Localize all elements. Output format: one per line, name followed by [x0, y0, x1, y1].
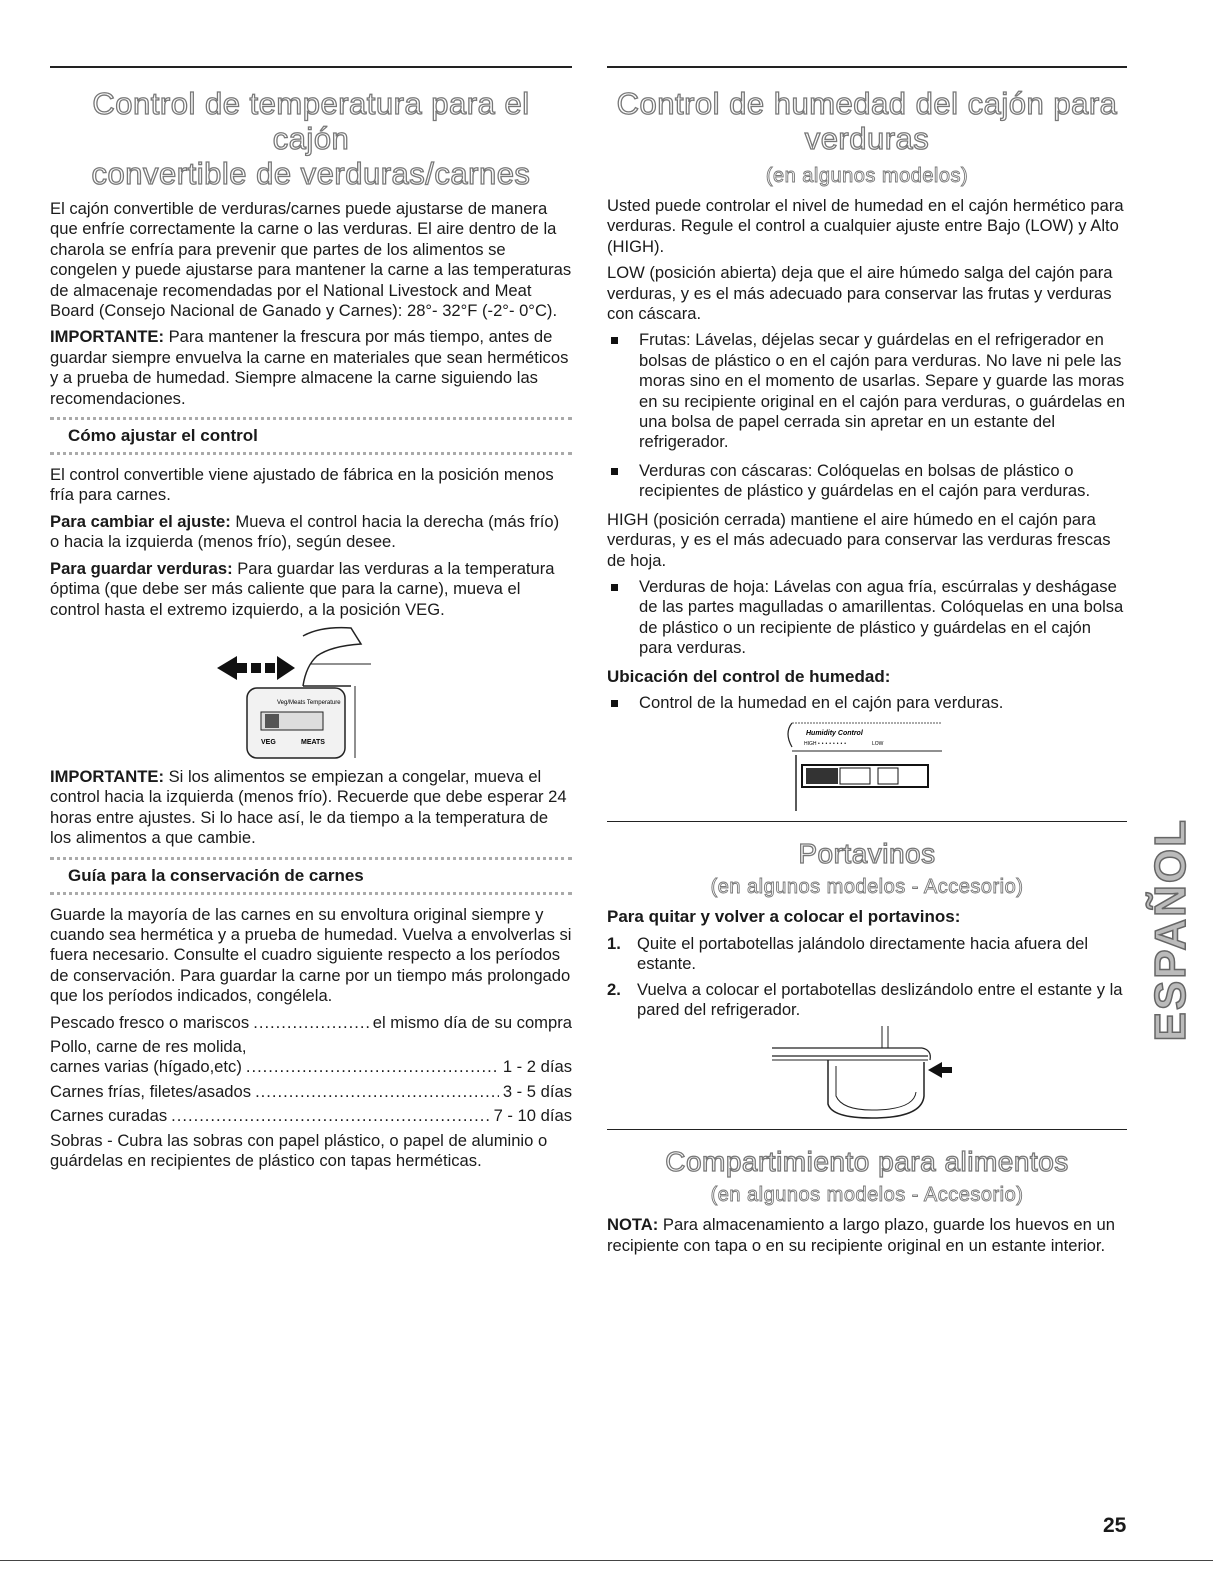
intro-paragraph: Usted puede controlar el nivel de humedad en el cajón hermético para verduras. Regule el control a cualquier ajuste entre Bajo (LOW) y Alto (HIGH).: [607, 196, 1124, 256]
note-text: Para almacenamiento a largo plazo, guarde los huevos en un recipiente con tapa o en su recipiente original en un estante interior.: [607, 1215, 1115, 1255]
note-label: NOTA:: [607, 1215, 659, 1235]
heading-line: Control de temperatura para el cajón: [92, 86, 530, 156]
storage-label: carnes varias (hígado,etc): [50, 1057, 242, 1077]
step-number: 2.: [607, 979, 621, 999]
meats-label-figure: MEATS: [301, 738, 325, 746]
right-column: [607, 66, 1127, 1262]
wine-steps-heading: Para quitar y volver a colocar el portavinos:: [607, 907, 961, 927]
veg-label-figure: VEG: [261, 738, 276, 746]
veg-label: Para guardar verduras:: [50, 558, 233, 578]
high-bullet-list: [607, 577, 1127, 659]
humidity-low-label: LOW: [872, 741, 884, 748]
guide-paragraph: Guarde la mayoría de las carnes en su envoltura original siempre y cuando sea hermética y a prueba de humedad. Vuelva a envolverlas si fuera necesario. Consulte el cuadro siguiente respecto a los períodos de conservación. Para guardar la carne por un tiempo más prolongado que los períodos indicados, congélela.: [50, 904, 572, 1006]
humidity-high-label: HIGH: [804, 741, 817, 748]
arrow-left-icon: [217, 656, 295, 680]
low-bullet-list: [607, 330, 1127, 501]
intro-paragraph: El cajón convertible de verduras/carnes puede ajustarse de manera que enfríe correctamente la carne o las verduras. El aire dentro de la charola se enfría para prevenir que partes de los alimentos se congelen y puede ajustarse para mantener la carne a las temperaturas de almacenaje recomendadas por el National Livestock and Meat Board (Consejo Nacional de Ganado y Carnes): 28°- 32°F (-2°- 0°C).: [50, 199, 572, 321]
section-subheading: (en algunos modelos - Accesorio): [710, 876, 1024, 899]
change-label: Para cambiar el ajuste:: [50, 511, 231, 531]
important-label: IMPORTANTE:: [50, 766, 164, 786]
leader-dots: [246, 1057, 499, 1077]
storage-value: el mismo día de su compra: [372, 1012, 572, 1032]
wine-steps-list: [607, 934, 1127, 1021]
storage-row: [50, 1106, 572, 1126]
step-number: 1.: [607, 933, 621, 953]
list-item: [607, 934, 1127, 975]
change-setting-paragraph: [50, 512, 572, 553]
heading-line: convertible de verduras/carnes: [91, 156, 531, 191]
storage-row: [50, 1057, 572, 1077]
bottom-rule: [0, 1560, 1213, 1561]
wine-rack-illustration: [752, 1026, 982, 1121]
top-rule: [607, 66, 1127, 68]
storage-label: Pescado fresco o mariscos: [50, 1012, 250, 1032]
step-text: Quite el portabotellas jalándolo directamente hacia afuera del estante.: [637, 933, 1089, 974]
leader-dots: [255, 1082, 499, 1102]
location-heading: Ubicación del control de humedad:: [607, 666, 891, 686]
top-rule: [50, 66, 572, 68]
list-item: Control de la humedad en el cajón para verduras.: [607, 693, 1127, 713]
section-divider: [607, 1129, 1127, 1130]
section-heading-wine: Portavinos: [798, 838, 936, 870]
important-text: Si los alimentos se empiezan a congelar, mueva el control hacia la izquierda (menos frío). Recuerde que debe esperar 24 horas entre ajustes. Si lo hace así, le da tiempo a la temperatura de los alimentos a que cambie.: [50, 766, 567, 848]
storage-label: Carnes curadas: [50, 1106, 168, 1126]
section-subheading: (en algunos modelos): [765, 165, 969, 187]
heading-line: verduras: [804, 121, 930, 156]
list-item: Verduras con cáscaras: Colóquelas en bolsas de plástico o recipientes de plástico y guárdelas en el cajón para verduras.: [607, 461, 1127, 502]
language-side-tab: [1146, 818, 1198, 1058]
leader-dots: [253, 1013, 369, 1033]
storage-row: [50, 1037, 572, 1057]
dial-title-label: Veg/Meats Temperature: [277, 699, 341, 706]
storage-value: 1 - 2 días: [502, 1057, 572, 1077]
leftovers-paragraph: Sobras - Cubra las sobras con papel plástico, o papel de aluminio o guárdelas en recipientes de plástico con tapas herméticas.: [50, 1130, 548, 1170]
storage-value: 3 - 5 días: [502, 1081, 572, 1101]
important-paragraph: [50, 327, 572, 409]
heading-line: Control de humedad del cajón para: [616, 86, 1118, 121]
section-divider: [607, 821, 1127, 822]
section-heading-temperature: [50, 86, 572, 191]
storage-value: 7 - 10 días: [493, 1106, 572, 1126]
list-item: Frutas: Lávelas, déjelas secar y guárdelas en el refrigerador en bolsas de plástico o en el cajón para verduras. No lave ni pele las moras sino en el momento de usarlas. Separe y guarde las moras en su recipiente original en el cajón para verduras, o guárdelas en una bolsa de papel cerrada sin apretar en un estante del refrigerador.: [607, 330, 1127, 452]
veg-text: Para guardar las verduras a la temperatura óptima (que debe ser más caliente que para la carne), mueva el control hasta el extremo izquierdo, a la posición VEG.: [50, 558, 555, 619]
storage-label: Carnes frías, filetes/asados: [50, 1081, 252, 1101]
section-heading-humidity: [607, 86, 1127, 156]
humidity-control-illustration: [782, 721, 952, 811]
note-paragraph: [607, 1215, 1127, 1256]
important-paragraph-2: [50, 767, 572, 849]
control-paragraph: El control convertible viene ajustado de fábrica en la posición menos fría para carnes.: [50, 465, 554, 505]
humidity-title-label: Humidity Control: [806, 730, 863, 738]
side-tab-label: ESPAÑOL: [1146, 818, 1195, 1042]
storage-label: Pollo, carne de res molida,: [50, 1036, 247, 1056]
important-text: Para mantener la frescura por más tiempo, antes de guardar siempre envuelva la carne en materiales que sean herméticos y a prueba de humedad. Siempre almacene la carne siguiendo las recomendaciones.: [50, 327, 569, 408]
high-paragraph: HIGH (posición cerrada) mantiene el aire húmedo en el cajón para verduras, y es el más adecuado para conservar las verduras frescas de hoja.: [607, 509, 1111, 570]
leader-dots: [171, 1106, 489, 1126]
storage-row: [50, 1082, 572, 1102]
storage-row: [50, 1013, 572, 1033]
important-label: IMPORTANTE:: [50, 327, 164, 347]
low-paragraph: LOW (posición abierta) deja que el aire húmedo salga del cajón para verduras, y es el más adecuado para conservar las frutas y verduras con cáscara.: [607, 263, 1113, 324]
list-item: Verduras de hoja: Lávelas con agua fría, escúrralas y deshágase de las partes magulladas o amarillentas. Colóquelas en una bolsa de plástico o un recipiente de plástico y guárdelas en el cajón para verduras.: [607, 577, 1127, 659]
veg-paragraph: [50, 559, 572, 620]
subhead-meat-guide: Guía para la conservación de carnes: [50, 857, 572, 895]
section-subheading: (en algunos modelos - Accesorio): [710, 1184, 1024, 1207]
subhead-adjust-control: Cómo ajustar el control: [50, 417, 572, 455]
section-heading-food: Compartimiento para alimentos: [665, 1146, 1069, 1178]
convertible-control-illustration: [211, 626, 411, 761]
change-text: Mueva el control hacia la derecha (más frío) o hacia la izquierda (menos frío), según desee.: [50, 511, 560, 552]
location-bullet-list: [607, 693, 1127, 713]
arrow-left-icon: [928, 1062, 952, 1078]
step-text: Vuelva a colocar el portabotellas deslizándolo entre el estante y la pared del refrigerador.: [637, 979, 1123, 1019]
left-column: [50, 66, 572, 1177]
storage-table: [50, 1013, 572, 1127]
page-number: 25: [1103, 1514, 1127, 1537]
list-item: [607, 980, 1127, 1021]
humidity-scale-dots: ••••••••: [818, 741, 849, 748]
